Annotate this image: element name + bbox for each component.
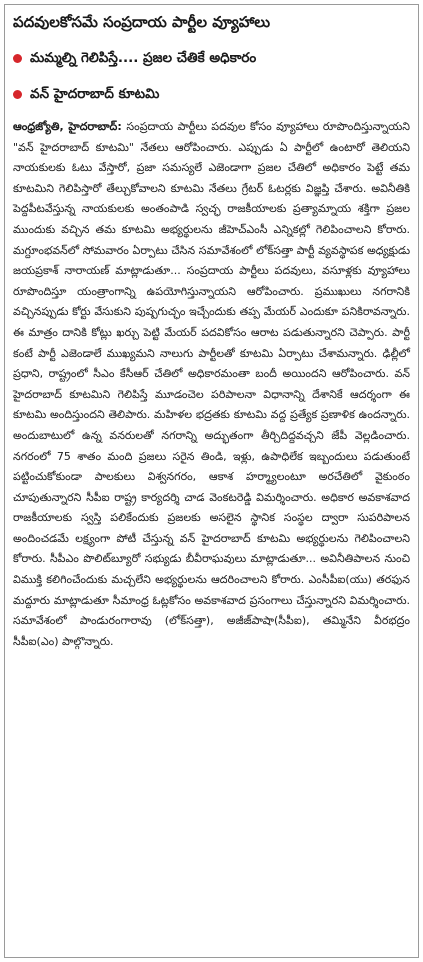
- subheading-1: [5, 47, 418, 69]
- article-text: సంప్రదాయ పార్టీలు పదవుల కోసం వ్యూహాలు రూపొందిస్తున్నాయని "వన్ హైదరాబాద్ కూటమి" నేతలు ఆరోపించారు. ఎప్పుడు ఏ పార్టీలో ఉంటారో తెలియని నాయకులకు ఓటు వేస్తారో, ప్రజా సమస్యలే ఎజెండాగా ప్రజల చేతిలో అధికారం పెట్టే తమ కూటమిని గెలిపిస్తారో తేల్చుకోవాలని కూటమి నేతలు గ్రేటర్ ఓటర్లకు విజ్ఞప్తి చేశారు. అవినీతికి పెద్దపీటవేస్తున్న నాయకులకు అంతంపాడి స్వచ్ఛ రాజకీయాలకు ప్రత్యామ్నాయ శక్తిగా ప్రజల ముందుకు వచ్చిన తమ కూటమి అభ్యర్థులను జీహెచ్ఎంసీ ఎన్నికల్లో గెలిపించాలని కోరారు. మగ్దూంభవన్‌లో సోమవారం ఏర్పాటు చేసిన సమావేశంలో లోక్‌సత్తా పార్టీ వ్యవస్థాపక అధ్యక్షుడు జయప్రకాశ్ నారాయణ్ మాట్లాడుతూ... సంప్రదాయ పార్టీలు పదవులు, వసూళ్లకు వ్యూహాలు రూపొందిస్తూ యంత్రాంగాన్ని ఉపయోగిస్తున్నాయని ఆరోపించారు. ప్రముఖులు నగరానికి వచ్చినప్పుడు కోర్టు వేసుకుని పుష్పగుచ్ఛం ఇచ్చేందుకు తప్ప మేయర్ ఎందుకూ పనికిరావన్నారు. ఈ మాత్రం దానికి కోట్లు ఖర్చు పెట్టి మేయర్ పదవికోసం ఆరాట పడుతున్నారని చెప్పారు. పార్టీ కంటే పార్టీ ఎజెండాలే ముఖ్యమని నాలుగు పార్టీలతో కూటమి ఏర్పాటు చేశామన్నారు. ఢిల్లీలో ప్రధాని, రాష్ట్రంలో సీఎం కేసీఆర్ చేతిలో అధికారమంతా బందీ అయిందని ఆరోపించారు. వన్ హైదరాబాద్ కూటమిని గెలిపిస్తే మూడంచెల పరిపాలనా విధానాన్ని దేశానికే ఆదర్శంగా ఈ కూటమి అందిస్తుందని తెలిపారు. మహిళల భద్రతకు కూటమి వద్ద ప్రత్యేక ప్రణాళిక ఉందన్నారు. అందుబాటులో ఉన్న వనరులతో నగరాన్ని అద్భుతంగా తీర్చిదిద్దవచ్చని జేపీ వెల్లడించారు. నగరంలో 75 శాతం మంది ప్రజలు సరైన తిండి, ఇళ్లు, ఉపాధిలేక ఇబ్బందులు పడుతుంటే పట్టించుకోకుండా పాలకులు విశ్వనగరం, ఆకాశ హర్మ్యాలంటూ అరచేతిలో వైకుంఠం చూపుతున్నారని సీపీఐ రాష్ట్ర కార్యదర్శి చాడ వెంకటరెడ్డి విమర్శించారు. అధికార అవకాశవాద రాజకీయాలకు స్వస్తి పలికేందుకు ప్రజలకు అసలైన స్థానిక సంస్థల ద్వారా సుపరిపాలన అందించడమే లక్ష్యంగా పోటీ చేస్తున్న వన్ హైదరాబాద్ కూటమి అభ్యర్థులను గెలిపించాలని కోరారు. సీపీఎం పొలిట్‌బ్యూరో సభ్యుడు బీవీరాఘవులు మాట్లాడుతూ... అవినీతిపాలన నుంచి విముక్తి కలిగించేందుకు మచ్చలేని అభ్యర్థులను ఆదరించాలని కోరారు. ఎంసీపీఐ(యు) తరఫున మద్దూరు మాట్లాడుతూ సీమాంధ్ర ఓట్లకోసం అవకాశవాద ప్రసంగాలు చేస్తున్నారని విమర్శించారు. సమావేశంలో పాండురంగారావు (లోక్‌సత్తా), అజీజ్‌పాషా(సీపీఐ), తమ్మినేని వీరభద్రం సీపీఐ(ఎం) పాల్గొన్నారు.: [13, 120, 410, 648]
- bullet-icon: [13, 90, 22, 99]
- subheading-2: [5, 83, 418, 105]
- headline: పదవులకోసమే సంప్రదాయ పార్టీల వ్యూహాలు: [13, 13, 271, 31]
- dateline: ఆంధ్రజ్యోతి, హైదరాబాద్:: [13, 120, 127, 133]
- subheading-text: మమ్మల్ని గెలిపిస్తే.... ప్రజల చేతికే అధికారం: [30, 50, 257, 66]
- article-body: [5, 117, 418, 652]
- subheading-text: వన్ హైదరాబాద్ కూటమి: [30, 86, 160, 102]
- bullet-icon: [13, 54, 22, 63]
- news-clipping: [4, 4, 419, 958]
